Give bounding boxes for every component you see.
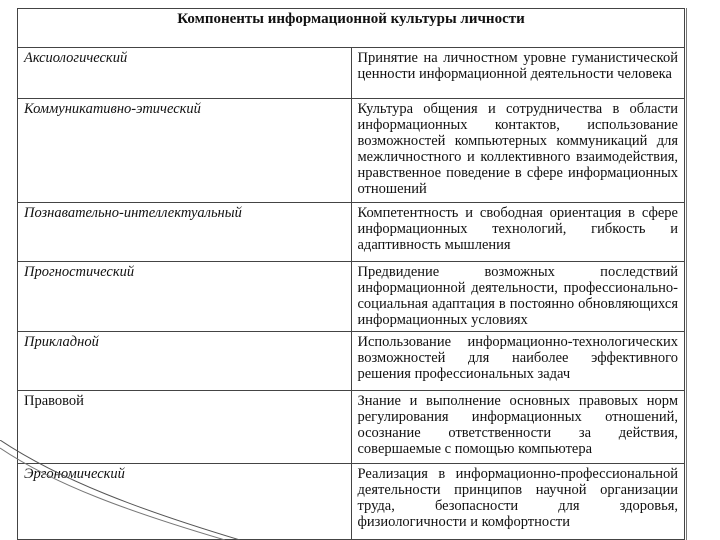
component-name: Коммуникативно-этический (18, 99, 352, 203)
component-name: Познавательно-интеллектуальный (18, 203, 352, 262)
component-description: Реализация в информационно-профессиональной деятельности принципов научной организации труда, безопасности для здоровья, физиологичности и комфортности (351, 464, 685, 540)
component-name: Прогностический (18, 262, 352, 332)
table-row (18, 48, 685, 99)
table-row (18, 391, 685, 464)
component-description: Принятие на личностном уровне гуманистической ценности информационной деятельности человека (351, 48, 685, 99)
table-row (18, 203, 685, 262)
table-row (18, 332, 685, 391)
slide-frame-line (686, 8, 687, 540)
component-name: Правовой (18, 391, 352, 464)
component-description: Использование информационно-технологических возможностей для наиболее эффективного решения профессиональных задач (351, 332, 685, 391)
component-name: Аксиологический (18, 48, 352, 99)
component-description: Компетентность и свободная ориентация в сфере информационных технологий, гибкость и адаптивность мышления (351, 203, 685, 262)
table-row (18, 464, 685, 540)
table-title: Компоненты информационной культуры личности (18, 9, 685, 48)
component-name: Эргономический (18, 464, 352, 540)
table-row (18, 99, 685, 203)
component-description: Знание и выполнение основных правовых норм регулирования информационных отношений, осознание ответственности за действия, совершаемые с помощью компьютера (351, 391, 685, 464)
component-description: Предвидение возможных последствий информационной деятельности, профессионально-социальная адаптация в постоянно обновляющихся информационных условиях (351, 262, 685, 332)
component-name: Прикладной (18, 332, 352, 391)
components-table (17, 8, 685, 540)
components-table-wrapper (17, 8, 685, 540)
table-row (18, 262, 685, 332)
table-header-row (18, 9, 685, 48)
component-description: Культура общения и сотрудничества в области информационных контактов, использование возможностей компьютерных коммуникаций для межличностного и коллективного взаимодействия, нравственное поведение в сфере информационных отношений (351, 99, 685, 203)
